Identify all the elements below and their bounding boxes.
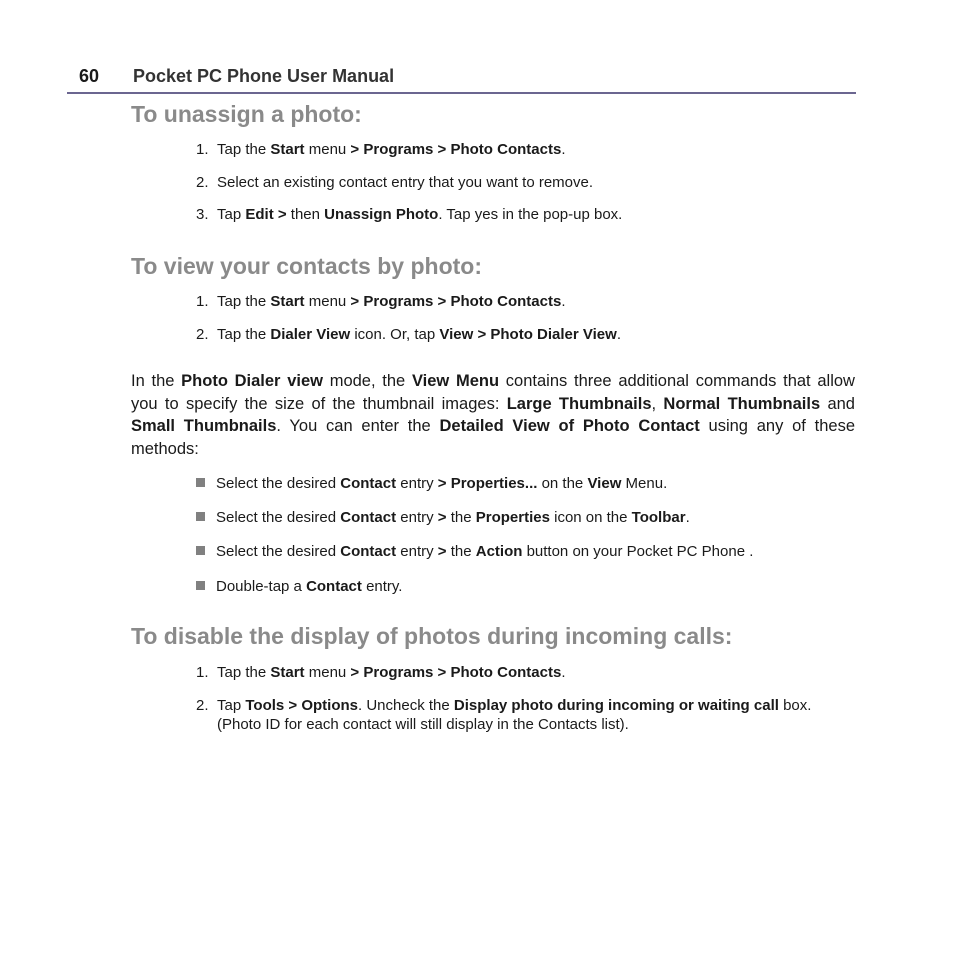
step-text: Tap Tools > Options. Uncheck the Display photo during incoming or waiting call box. (217, 697, 812, 714)
step-text: Tap Edit > then Unassign Photo. Tap yes in the pop-up box. (217, 206, 623, 223)
bullet-text: Select the desired Contact entry > the Action button on your Pocket PC Phone . (216, 543, 754, 560)
step-number: 3. (196, 206, 209, 223)
section-heading: To disable the display of photos during incoming calls: (131, 623, 733, 649)
step-item (196, 205, 622, 225)
bullet-item (196, 577, 402, 597)
step-number: 2. (196, 697, 209, 714)
section-heading: To unassign a photo: (131, 101, 362, 127)
step-continuation: (Photo ID for each contact will still display in the Contacts list). (217, 716, 629, 733)
bullet-text: Double-tap a Contact entry. (216, 578, 403, 595)
step-text: Select an existing contact entry that you want to remove. (217, 174, 594, 191)
bullet-text: Select the desired Contact entry > the Properties icon on the Toolbar. (216, 509, 690, 526)
step-item (196, 140, 565, 160)
step-item (196, 325, 621, 345)
step-text: Tap the Start menu > Programs > Photo Contacts. (217, 664, 566, 681)
page-number: 60 (79, 66, 100, 86)
body-paragraph: In the Photo Dialer view mode, the View Menu contains three additional commands that allow you to specify the size of the thumbnail images: Large Thumbnails, Normal Thumbnails and Small Thumbnails. You can enter the Detailed View of Photo Contact using any of these methods: (131, 372, 855, 458)
step-text: Tap the Start menu > Programs > Photo Contacts. (217, 141, 566, 158)
step-item (196, 173, 593, 193)
bullet-square-icon (196, 546, 205, 555)
manual-title: Pocket PC Phone User Manual (133, 66, 395, 86)
step-number: 1. (196, 664, 209, 681)
bullet-item (196, 474, 667, 494)
step-item (196, 663, 565, 683)
bullet-item (196, 542, 753, 562)
step-item (196, 696, 811, 716)
bullet-square-icon (196, 478, 205, 487)
bullet-square-icon (196, 512, 205, 521)
step-number: 1. (196, 293, 209, 310)
step-number: 2. (196, 326, 209, 343)
page-header (67, 64, 856, 94)
step-number: 2. (196, 174, 209, 191)
step-item (196, 292, 565, 312)
bullet-square-icon (196, 581, 205, 590)
bullet-item (196, 508, 690, 528)
step-number: 1. (196, 141, 209, 158)
step-text: Tap the Start menu > Programs > Photo Contacts. (217, 293, 566, 310)
step-text: Tap the Dialer View icon. Or, tap View > Photo Dialer View. (217, 326, 621, 343)
bullet-text: Select the desired Contact entry > Properties... on the View Menu. (216, 475, 668, 492)
section-heading: To view your contacts by photo: (131, 253, 482, 279)
